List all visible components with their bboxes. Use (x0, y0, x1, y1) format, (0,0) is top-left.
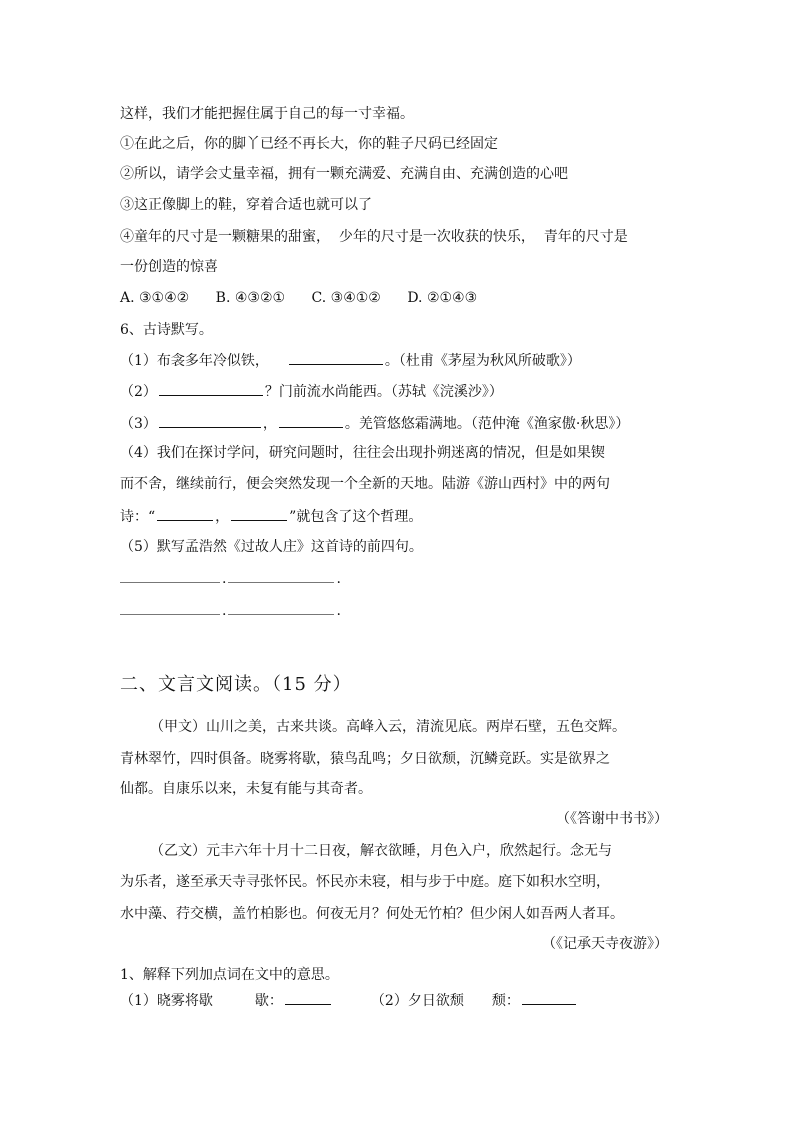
q6-item-2-text: ？门前流水尚能西。（苏轼《浣溪沙》） (264, 384, 503, 400)
q5-lead: 这样，我们才能把握住属于自己的每一寸幸福。 (120, 106, 414, 122)
section-2-heading: 二、文言文阅读。（15 分） (120, 674, 352, 695)
q6-title: 6、古诗默写。 (120, 322, 213, 338)
comma: ， (262, 416, 277, 432)
q6-item-3-num: （3） (120, 416, 157, 432)
yi-text-line-3: 水中藻、荇交横，盖竹柏影也。何夜无月？何处无竹柏？但少闲人如吾两人者耳。 (120, 906, 624, 922)
yi-source: （《记承天寺夜游》） (542, 936, 668, 952)
q6-item-2 (120, 381, 503, 402)
option-d[interactable]: D. ②①④③ (407, 290, 478, 306)
q1-item-1-key: 歇： (254, 993, 283, 1009)
q5-sentence-4-cont: 一份创造的惊喜 (120, 259, 218, 275)
q6-blank-2[interactable] (159, 381, 263, 396)
jia-source: （《答谢中书书》） (556, 811, 668, 827)
q6-blank-4a[interactable] (157, 506, 213, 521)
q1-item-2: （2）夕日欲颓 (370, 993, 464, 1009)
jia-text-line-3: 仙都。自康乐以来，未复有能与其奇者。 (120, 781, 372, 797)
q6-item-4-line3 (120, 506, 422, 527)
q6-item-5: （5）默写孟浩然《过故人庄》这首诗的前四句。 (120, 539, 423, 555)
q1-items (120, 990, 578, 1011)
q6-blank-1[interactable] (289, 350, 383, 365)
answer-line-2[interactable] (228, 568, 334, 583)
q6-item-1-source: 。（杜甫《茅屋为秋风所破歌》） (384, 353, 581, 369)
answer-line-3[interactable] (120, 600, 220, 615)
comma: ， (215, 509, 230, 525)
jia-text-line-1: （甲文）山川之美，古来共谈。高峰入云，清流见底。两岸石壁，五色交辉。 (150, 719, 626, 735)
jia-text-line-2: 青林翠竹，四时俱备。晓雾将歇，猿鸟乱鸣；夕日欲颓，沉鳞竞跃。实是欲界之 (120, 751, 610, 767)
q1-item-1: （1）晓雾将歇 (120, 993, 213, 1009)
period: . (336, 603, 341, 619)
q6-item-3 (120, 413, 629, 434)
q5-sentence-1: ①在此之后，你的脚丫已经不再长大，你的鞋子尺码已经固定 (120, 136, 498, 152)
q6-item-4-line2: 而不舍，继续前行，便会突然发现一个全新的天地。陆游《游山西村》中的两句 (120, 476, 610, 492)
option-b[interactable]: B. ④③②① (215, 290, 286, 306)
q1-title: 1、解释下列加点词在文中的意思。 (120, 967, 339, 983)
q6-item-5-answer-row-1 (120, 568, 341, 589)
q6-item-5-answer-row-2 (120, 600, 341, 621)
q6-item-4-prefix: 诗：“ (120, 509, 156, 525)
q6-blank-4b[interactable] (231, 506, 287, 521)
q5-sentence-4: ④童年的尺寸是一颗糖果的甜蜜， 少年的尺寸是一次收获的快乐， 青年的尺寸是 (120, 229, 628, 245)
q6-item-1-text: （1）布衾多年冷似铁， (120, 353, 269, 369)
yi-text-line-2: 为乐者，遂至承天寺寻张怀民。怀民亦未寝，相与步于中庭。庭下如积水空明， (120, 874, 610, 890)
option-c[interactable]: C. ③④①② (311, 290, 381, 306)
q1-item-2-key: 颓： (491, 993, 520, 1009)
period: . (222, 571, 227, 587)
q1-blank-2[interactable] (522, 990, 576, 1005)
answer-line-4[interactable] (228, 600, 334, 615)
q5-sentence-3: ③这正像脚上的鞋，穿着合适也就可以了 (120, 197, 372, 213)
q6-item-4-suffix: ”就包含了这个哲理。 (289, 509, 423, 525)
q1-blank-1[interactable] (285, 990, 331, 1005)
q6-item-1 (120, 350, 581, 371)
period: . (222, 603, 227, 619)
q6-blank-3a[interactable] (159, 413, 261, 428)
answer-line-1[interactable] (120, 568, 220, 583)
q6-item-4-line1: （4）我们在探讨学问，研究问题时，往往会出现扑朔迷离的情况，但是如果锲 (120, 445, 605, 461)
q6-blank-3b[interactable] (279, 413, 343, 428)
yi-text-line-1: （乙文）元丰六年十月十二日夜，解衣欲睡，月色入户，欣然起行。念无与 (150, 843, 612, 859)
q6-item-3-text: 。羌管悠悠霜满地。（范仲淹《渔家傲·秋思》） (344, 416, 630, 432)
q6-item-2-num: （2） (120, 384, 157, 400)
q5-options (120, 288, 477, 308)
option-a[interactable]: A. ③①④② (120, 290, 190, 306)
period: . (336, 571, 341, 587)
q5-sentence-2: ②所以，请学会丈量幸福，拥有一颗充满爱、充满自由、充满创造的心吧 (120, 166, 568, 182)
